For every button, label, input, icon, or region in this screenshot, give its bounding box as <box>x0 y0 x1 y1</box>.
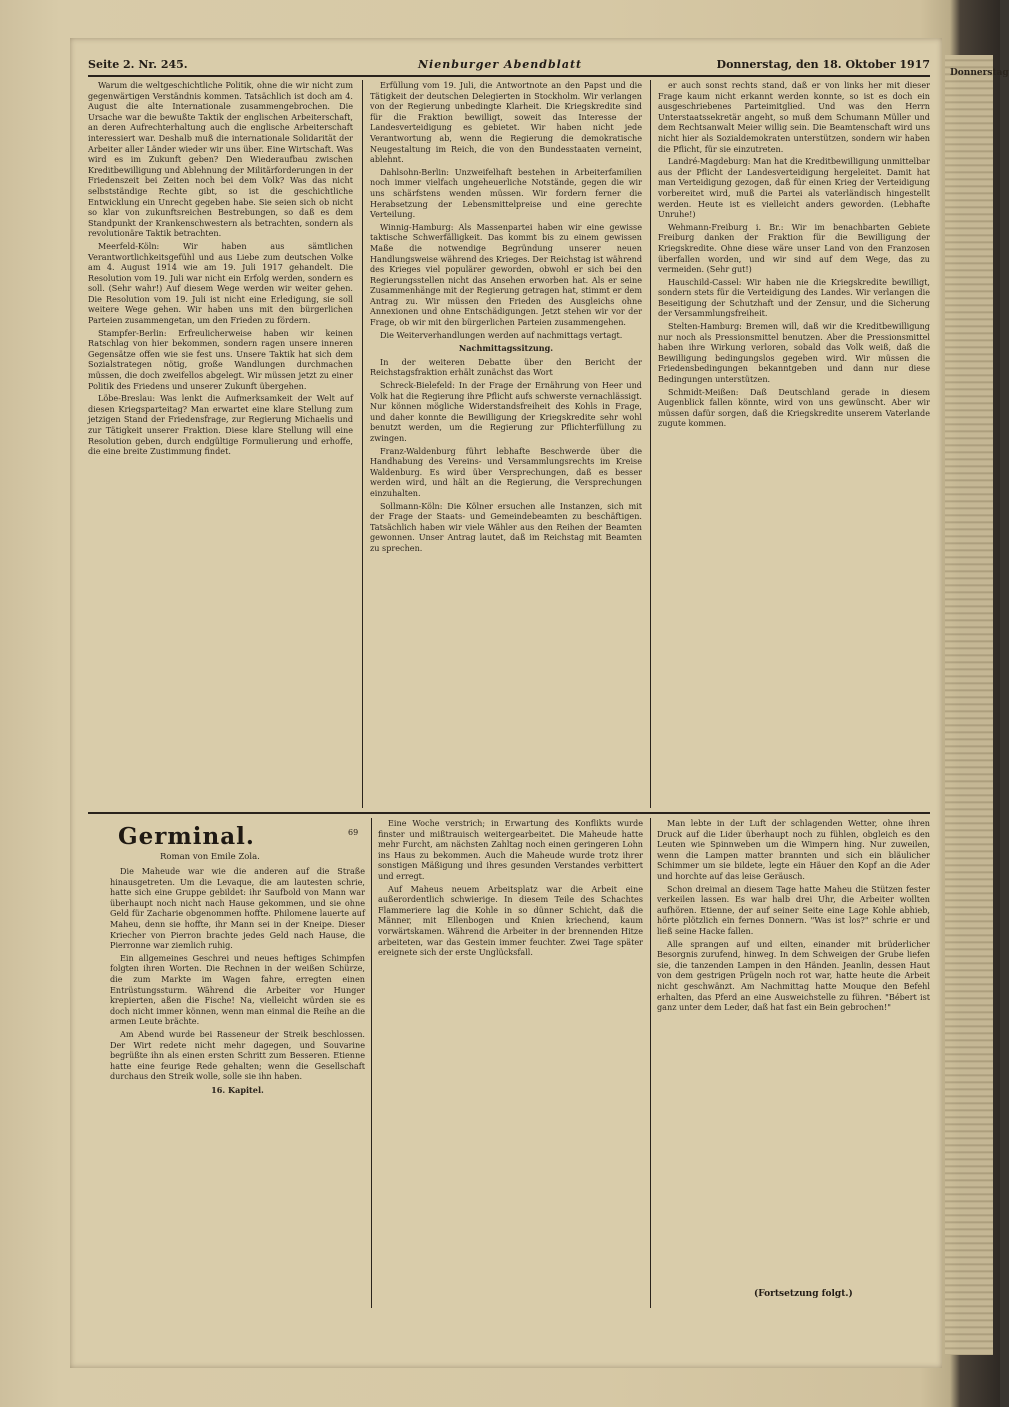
paragraph: Sollmann-Köln: Die Kölner ersuchen alle Instanzen, sich mit der Frage der Staats- und Gemeindebeamten zu beschäftigen. Tatsächlich haben wir viele Wähler aus den Reihen der Beamten gewonnen. Unser Antrag lautet, daß im Reichstag mit Beamten zu sprechen. <box>370 500 642 553</box>
paragraph: Man lebte in der Luft der schlagenden Wetter, ohne ihren Druck auf die Lider überhaupt noch zu fühlen, obgleich es den Leuten wie Spinnweben um die Wimpern hing. Nur zuweilen, wenn die Lampen matter brannten und sich ein bläulicher Schimmer um sie bildete, legte ein Häuer den Kopf an die Ader und horchte auf das leise Geräusch. <box>657 818 930 881</box>
adjacent-page-strip <box>945 55 993 1355</box>
feuilleton-subtitle: Roman von Emile Zola. <box>160 852 260 862</box>
paragraph: Dahlsohn-Berlin: Unzweifelhaft bestehen in Arbeiterfamilien noch immer vielfach ungeheuerliche Notstände, gegen die wir uns schärfstens wenden müssen. Wir fordern ferner die Herabsetzung der Lebensmittelpreise und eine gerechte Verteilung. <box>370 166 642 220</box>
paragraph: Stelten-Hamburg: Bremen will, daß wir die Kreditbewilligung nur noch als Pressionsmittel benutzen. Aber die Pressionsmittel haben ihre Wirkung verloren, sobald das Volk weiß, daß die Bewilligung bedingungslos gegeben wird. Wir müssen die Friedensbedingungen bekanntgeben und dann nur diese Bedingungen unterstützen. <box>658 321 930 385</box>
paragraph: Schmidt-Meißen: Daß Deutschland gerade in diesem Augenblick fallen könnte, wird von uns gewünscht. Aber wir müssen dafür sorgen, daß die Kriegskredite unserem Vaterlande zugute kommen. <box>658 386 930 429</box>
installment-number: 69 <box>348 828 359 837</box>
chapter-heading: 16. Kapitel. <box>211 1084 264 1095</box>
paragraph: Ein allgemeines Geschrei und neues heftiges Schimpfen folgten ihren Worten. Die Rechnen in der weißen Schürze, die zum Markte im Wagen fahre, erregten einen Entrüstungssturm. Während die Arbeiter vor Hunger krepierten, aßen die Fische! Na, vielleicht würden sie es doch nicht immer können, wenn man einmal die Reihe an die armen Leute brächte. <box>110 952 365 1027</box>
paragraph: In der weiteren Debatte über den Bericht der Reichstagsfraktion erhält zunächst das Wort <box>370 356 642 378</box>
column-divider <box>362 80 363 808</box>
paragraph: Die Maheude war wie die anderen auf die Straße hinausgetreten. Um die Levaque, die am lautesten schrie, hatte sich eine Gruppe gebildet: ihr Saufbold von Mann war überhaupt noch nicht nach Hause gekommen, und sie ohne Geld für Zacharie obgenommen hoffte. Philomene lauerte auf Maheu, denn sie hoffte, ihr Mann sei in der Kneipe. Dieser Kriecher von Pierron brachte jedes Geld nach Hause, die Pierronne war ziemlich ruhig. <box>110 866 365 951</box>
article-column-3 <box>658 80 930 805</box>
feuilleton-title: Germinal. <box>118 823 255 850</box>
issue-date: Donnerstag, den 18. Oktober 1917 <box>716 58 930 71</box>
continuation-note: (Fortsetzung folgt.) <box>754 1289 853 1299</box>
paragraph: Eine Woche verstrich; in Erwartung des Konflikts wurde finster und mißtrauisch weitergearbeitet. Die Maheude hatte mehr Furcht, am nächsten Zahltag noch einen geringeren Lohn ins Haus zu bekommen. Auch die Maheude wurde trotz ihrer sonstigen Mäßigung und ihres gesunden Verstandes verbittert und erregt. <box>378 818 643 881</box>
masthead-title: Nienburger Abendblatt <box>418 58 583 71</box>
paragraph: Hauschild-Cassel: Wir haben nie die Kriegskredite bewilligt, sondern stets für die Verteidigung des Landes. Wir verlangen die Beseitigung der Schutzhaft und der Zensur, und die Sicherung der Versammlungsfreiheit. <box>658 276 930 319</box>
adjournment-note: Die Weiterverhandlungen werden auf nachmittags vertagt. <box>380 329 623 340</box>
paragraph: Stampfer-Berlin: Erfreulicherweise haben wir keinen Ratschlag von hier bekommen, sondern ragen unsere inneren Gegensätze offen wie sie fest uns. Unsere Taktik hat sich dem Sozialstrategen nötig, große Wandlungen durchmachen müssen, die doch zweifellos abgelegt. Wir müssen jetzt zu einer Politik des Friedens und unserer Zukunft übergehen. <box>88 327 353 391</box>
paragraph: Meerfeld-Köln: Wir haben aus sämtlichen Verantwortlichkeitsgefühl und aus Liebe zum deutschen Volke am 4. August 1914 wie am 19. Juli 1917 gehandelt. Die Resolution vom 19. Juli war nicht ein Erfolg werden, sondern es soll. (Sehr wahr!) Auf diesem Wege werden wir weiter gehen. Die Resolution vom 19. Juli ist nicht eine Erledigung, sie soll weitere Wege gehen. Wir haben uns mit den bürgerlichen Parteien zusammengetan, um den Frieden zu fördern. <box>88 240 353 326</box>
paragraph: Warum die weltgeschichtliche Politik, ohne die wir nicht zum gegenwärtigen Verständnis kommen. Tatsächlich ist doch am 4. August die alte Internationale zusammengebrochen. Die Ursache war die bewußte Taktik der englischen Arbeiterschaft, an deren Aufrechterhaltung auch die englische Arbeiterschaft interessiert war. Deshalb muß die internationale Solidarität der Arbeiter aller Länder wieder wir uns über. Eine Wirtschaft. Was wird es im Zukunft geben? Den Wiederaufbau zwischen Kreditbewilligung und Ablehnung der Militärforderungen in der Friedenszeit bei Zeiten noch bei dem Volk? Was das nicht selbstständige Rechte gibt, so ist die geschichtliche Entwicklung ein Unrecht gegeben habe. Sie seien sich ob nicht so klar von zukunftsreichen Bestrebungen, so daß es dem Standpunkt der Krankenschwestern als betrachten, sondern als revolutionäre Taktik betrachten. <box>88 80 353 239</box>
feuilleton-rule <box>88 812 930 814</box>
section-subheading: Nachmittagssitzung. <box>458 343 554 354</box>
paragraph: Franz-Waldenburg führt lebhafte Beschwerde über die Handhabung des Vereins- und Versammlungsrechts im Kreise Waldenburg. Es wird über Versprechungen, daß es besser werden wird, und hält an die Regierung, die Versprechungen einzuhalten. <box>370 445 642 498</box>
page-number: Seite 2. Nr. 245. <box>88 58 188 71</box>
page-header <box>88 58 930 74</box>
paragraph: er auch sonst rechts stand, daß er von links her mit dieser Frage kaum nicht erkannt werden konnte, so ist es doch ein ausgeschriebenes Parteimitglied. Und was den Herrn Unterstaatssekretär angeht, so muß dem Schumann Müller und dem Rechtsanwalt Meier willig sein. Die Beamtenschaft wird uns nicht hier als Sozialdemokraten unterstützen, sondern wir haben die Pflicht, für sie einzutreten. <box>658 80 930 154</box>
paragraph: Löbe-Breslau: Was lenkt die Aufmerksamkeit der Welt auf diesen Kriegsparteitag? Man erwartet eine klare Stellung zum jetzigen Stand der Friedensfrage, zur Regierung Michaelis und zur Tätigkeit unserer Fraktion. Diese klare Stellung will eine Resolution geben, durch endgültige Formulierung und erhoffe, die eine breite Zustimmung findet. <box>88 393 353 457</box>
column-divider <box>371 818 372 1308</box>
paragraph: Auf Maheus neuem Arbeitsplatz war die Arbeit eine außerordentlich schwierige. In diesem Teile des Schachtes Flammeriere lag die Kohle in so dünner Schicht, daß die Männer, mit Ellenbogen und Knien kriechend, kaum vorwärtskamen. Während die Arbeiter in der brennenden Hitze arbeiteten, war das Gestein immer feuchter. Zwei Tage später ereignete sich der erste Unglücksfall. <box>378 883 643 958</box>
paragraph: Alle sprangen auf und eilten, einander mit brüderlicher Besorgnis zurufend, hinweg. In dem Schweigen der Grube liefen sie, die tanzenden Lampen in den Händen. Jeanlin, dessen Haut von dem gestrigen Prügeln noch rot war, hatte heute die Arbeit nicht geschwänzt. Am Nachmittag hatte Mouque den Befehl erhalten, das Pferd an eine Ausweichstelle zu führen. "Bébert ist ganz unter dem Leder, daß hat fast ein Bein gebrochen!" <box>657 938 930 1013</box>
paragraph: Schon dreimal an diesem Tage hatte Maheu die Stützen fester verkeilen lassen. Es war halb drei Uhr, die Arbeiter wollten aufhören. Etienne, der auf seiner Seite eine Lage Kohle abhieb, hörte plötzlich ein fernes Donnern. "Was ist los?" schrie er und ließ seine Hacke fallen. <box>657 883 930 936</box>
article-column-2 <box>370 80 642 805</box>
feuilleton-column-2 <box>378 818 643 1306</box>
feuilleton-column-3 <box>657 818 930 1283</box>
column-divider <box>650 80 651 808</box>
paragraph: Schreck-Bielefeld: In der Frage der Ernährung von Heer und Volk hat die Regierung ihre Pflicht aufs schwerste vernachlässigt. Nur können mögliche Widerstandsfreiheit des Kohls in Frage, und daher konnte die Bewilligung der Kriegskredite sehr wohl benutzt werden, um die Regierung zur Pflichterfüllung zu zwingen. <box>370 380 642 443</box>
column-divider <box>650 818 651 1308</box>
paragraph: Am Abend wurde bei Rasseneur der Streik beschlossen. Der Wirt redete nicht mehr dagegen, und Souvarine begrüßte ihn als einen ersten Schritt zum Besseren. Etienne hatte eine feurige Rede gehalten; wenn die Gesellschaft durchaus den Streik wolle, solle sie ihn haben. <box>110 1028 365 1082</box>
paragraph: Landré-Magdeburg: Man hat die Kreditbewilligung unmittelbar aus der Pflicht der Landesverteidigung hergeleitet. Damit hat man Verteidigung gezogen, daß für einen Krieg der Verteidigung vorbereitet wird, muß die Partei als vaterländisch hingestellt werden. Heute ist es vielleicht anders geworden. (Lebhafte Unruhe!) <box>658 156 930 220</box>
header-rule <box>88 75 930 77</box>
adjacent-page-label: Donnerstag <box>950 68 1009 78</box>
paragraph: Winnig-Hamburg: Als Massenpartei haben wir eine gewisse taktische Schwerfälligkeit. Das kommt bis zu einem gewissen Maße die notwendige Begründung unserer neuen Handlungsweise während des Krieges. Der Reichstag ist während des Krieges viel populärer geworden, obwohl er sich bei den Regierungsstellen nicht das Ansehen erworben hat. Als er seine Zusammenhänge mit der Regierung getragen hat, stimmt er dem Antrag zu. Wir müssen den Frieden des Ausgleichs ohne Annexionen und ohne Entschädigungen. Jetzt stehen wir vor der Frage, ob wir mit den bürgerlichen Parteien zusammengehen. <box>370 221 642 328</box>
article-column-1 <box>88 80 353 805</box>
paragraph: Wehmann-Freiburg i. Br.: Wir im benachbarten Gebiete Freiburg danken der Fraktion für die Bewilligung der Kriegskredite. Ohne diese wäre unser Land von den Franzosen überfallen worden, und wir sind auf dem Wege, das zu vermeiden. (Sehr gut!) <box>658 221 930 275</box>
feuilleton-column-1 <box>110 866 365 1306</box>
paragraph: Erfüllung vom 19. Juli, die Antwortnote an den Papst und die Tätigkeit der deutschen Delegierten in Stockholm. Wir verlangen von der Regierung unbedingte Klarheit. Die Kriegskredite sind für die Fraktion bewilligt, soweit das Interesse der Landesverteidigung es gebietet. Wir haben nicht jede Verantwortung ab, wenn die Regierung die demokratische Neugestaltung im Reich, die von den Bundesstaaten verneint, ablehnt. <box>370 80 642 165</box>
